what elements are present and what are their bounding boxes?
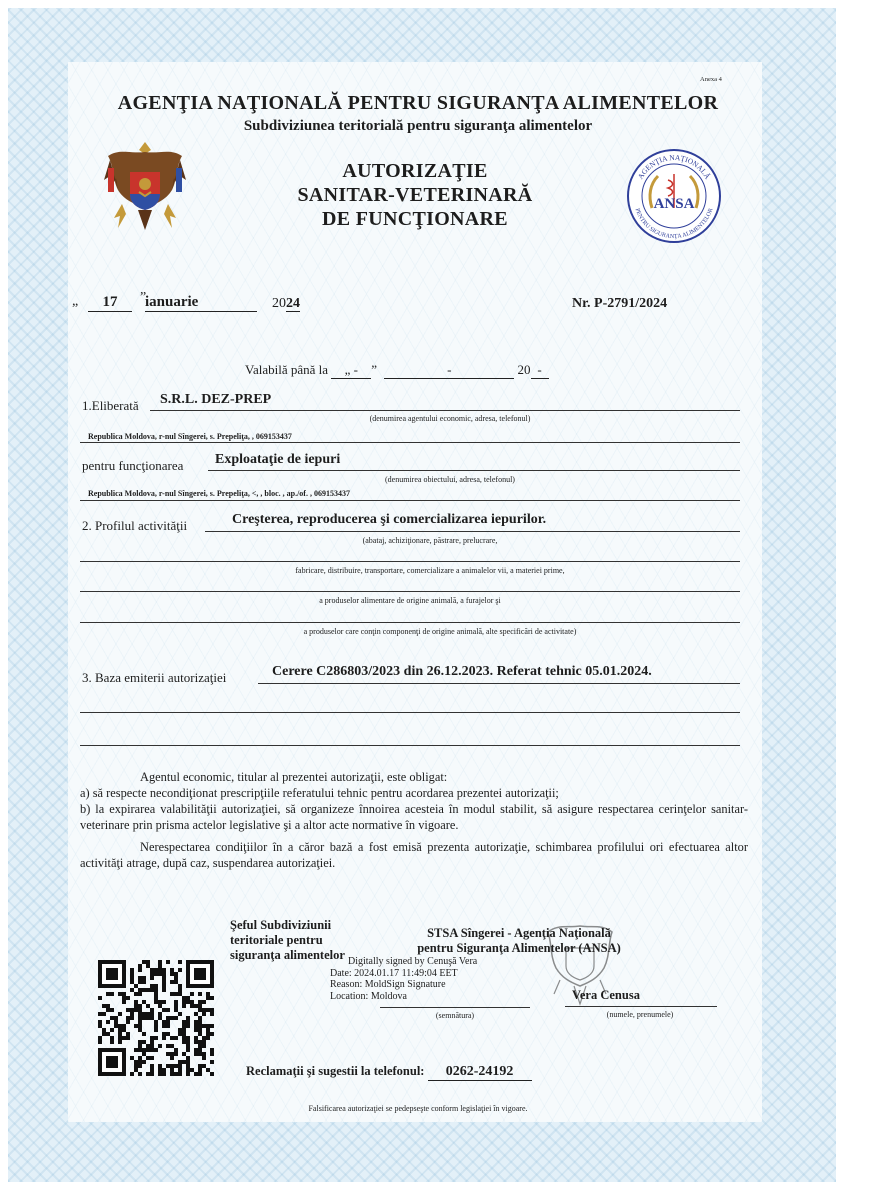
complaints-phone: 0262-24192 — [428, 1064, 532, 1081]
seal-bottom-text: PENTRU SIGURANŢA ALIMENTELOR — [633, 207, 715, 241]
validity-year-suffix: - — [531, 362, 549, 379]
digital-signature-info — [330, 956, 477, 1002]
name-line — [565, 1006, 717, 1007]
head-title — [230, 918, 345, 963]
ansa-seal-icon — [624, 146, 724, 246]
head-title-line-3: siguranţa alimentelor — [230, 948, 345, 962]
head-title-line-1: Şeful Subdiviziunii — [230, 918, 332, 932]
basis-line-2 — [80, 712, 740, 713]
activity-line-3 — [80, 591, 740, 592]
activity-line-4 — [80, 622, 740, 623]
issued-to-line — [150, 410, 740, 411]
name-hint: (numele, prenumele) — [606, 1010, 674, 1019]
date-month: ianuarie — [145, 294, 257, 312]
validity-year-prefix: 20 — [517, 362, 531, 377]
validity-month: - — [384, 362, 514, 379]
digital-signed-by: Digitally signed by Cenuşă Vera — [348, 956, 478, 967]
date-year-prefix: 20 — [272, 296, 286, 311]
complaints-label: Reclamaţii şi sugestii la telefonul: — [246, 1064, 425, 1078]
certificate-number: Nr. P-2791/2024 — [572, 296, 668, 311]
issued-to-hint: (denumirea agentului economic, adresa, telefonul) — [369, 414, 531, 423]
date-close-quote: ” — [140, 290, 147, 305]
activity-hint-1: (abataj, achiziţionare, păstrare, prelucrare, — [362, 536, 498, 545]
issuing-organization — [394, 926, 644, 956]
functioning-address-line — [80, 500, 740, 501]
head-title-line-2: teritoriale pentru — [230, 933, 323, 947]
activity-line-2 — [80, 561, 740, 562]
date-year-suffix: 24 — [286, 296, 300, 311]
annex-label: Anexa 4 — [700, 76, 722, 83]
qr-code-icon — [98, 960, 214, 1076]
org-line-1: STSA Sîngerei - Agenţia Naţională — [427, 926, 611, 940]
agency-name: AGENŢIA NAŢIONALĂ PENTRU SIGURANŢA ALIMENTELOR — [117, 92, 719, 114]
title-line-2: SANITAR-VETERINARĂ — [297, 184, 533, 206]
digital-location: Location: Moldova — [330, 990, 407, 1002]
obligation-c: Nerespectarea condiţiilor în a căror bază a fost emisă prezenta autorizaţie, schimbarea profilului ori efectuarea altor activităţi atrage, după caz, suspendarea autorizaţiei. — [80, 840, 748, 870]
basis-label: 3. Baza emiterii autorizaţiei — [82, 670, 227, 685]
basis-line — [258, 683, 740, 684]
digital-date: Date: 2024.01.17 11:49:04 EET — [330, 967, 458, 979]
title-line-1: AUTORIZAŢIE — [342, 160, 488, 182]
date-year — [272, 296, 300, 312]
moldova-coat-of-arms-icon — [100, 138, 190, 238]
digital-reason: Reason: MoldSign Signature — [330, 979, 446, 990]
issued-to-address-line — [80, 442, 740, 443]
functioning-address: Republica Moldova, r-nul Sîngerei, s. Prepeliţa, <, , bloc. , ap./of. , 069153437 — [88, 489, 350, 498]
functioning-label: pentru funcţionarea — [82, 458, 184, 473]
title-line-3: DE FUNCŢIONARE — [322, 208, 508, 230]
activity-profile-line — [205, 531, 740, 532]
obligations-intro: Agentul economic, titular al prezentei autorizaţii, este obligat: — [140, 770, 448, 784]
validity-row — [245, 362, 549, 379]
activity-hint-2: fabricare, distribuire, transportare, comercializare a animalelor vii, a materiei prime, — [295, 566, 565, 575]
functioning-hint: (denumirea obiectului, adresa, telefonul) — [385, 475, 515, 484]
seal-center-text: ANSA — [653, 196, 695, 212]
functioning-value: Exploataţie de iepuri — [215, 452, 341, 467]
signature-hint: (semnătura) — [435, 1011, 475, 1020]
obligation-b: b) la expirarea valabilităţii autorizaţiei, să organizeze înnoirea acesteia în modul stabilit, să asigure respectarea cerinţelor sanitar-veterinare prin prisma actelor legislative şi a altor acte normative în vigoare. — [80, 802, 748, 832]
activity-profile-value: Creşterea, reproducerea şi comercializarea iepurilor. — [232, 512, 547, 527]
org-line-2: pentru Siguranţa Alimentelor (ANSA) — [417, 941, 621, 955]
activity-hint-3: a produselor alimentare de origine animală, a furajelor şi — [319, 596, 501, 605]
complaints-row — [246, 1064, 532, 1081]
date-day: 17 — [88, 294, 132, 312]
subdivision-name: Subdiviziunea teritorială pentru siguranţa alimentelor — [243, 118, 593, 134]
validity-day: „ - — [331, 362, 371, 379]
validity-label: Valabilă până la — [245, 362, 329, 377]
functioning-line — [208, 470, 740, 471]
signatory-name: Vera Cenusa — [572, 988, 640, 1002]
issued-to-value: S.R.L. DEZ-PREP — [160, 392, 272, 407]
obligation-a: a) să respecte necondiţionat prescripţiile referatului tehnic pentru acordarea prezentei autorizaţii; — [80, 786, 559, 800]
signature-line — [380, 1007, 530, 1008]
footer-warning: Falsificarea autorizaţiei se pedepseşte conform legislaţiei în vigoare. — [308, 1104, 528, 1113]
seal-top-text: AGENŢIA NAŢIONALĂ — [635, 152, 713, 181]
basis-line-3 — [80, 745, 740, 746]
activity-hint-4: a produselor care conţin componenţi de origine animală, alte specificări de activitate) — [303, 627, 577, 636]
issued-to-address: Republica Moldova, r-nul Sîngerei, s. Prepeliţa, , 069153437 — [88, 432, 292, 441]
date-open-quote: „ — [72, 294, 79, 309]
basis-value: Cerere C286803/2023 din 26.12.2023. Referat tehnic 05.01.2024. — [272, 664, 652, 679]
activity-profile-label: 2. Profilul activităţii — [82, 518, 188, 533]
validity-quote: ” — [371, 362, 378, 377]
issued-to-label: 1.Eliberată — [82, 398, 139, 413]
